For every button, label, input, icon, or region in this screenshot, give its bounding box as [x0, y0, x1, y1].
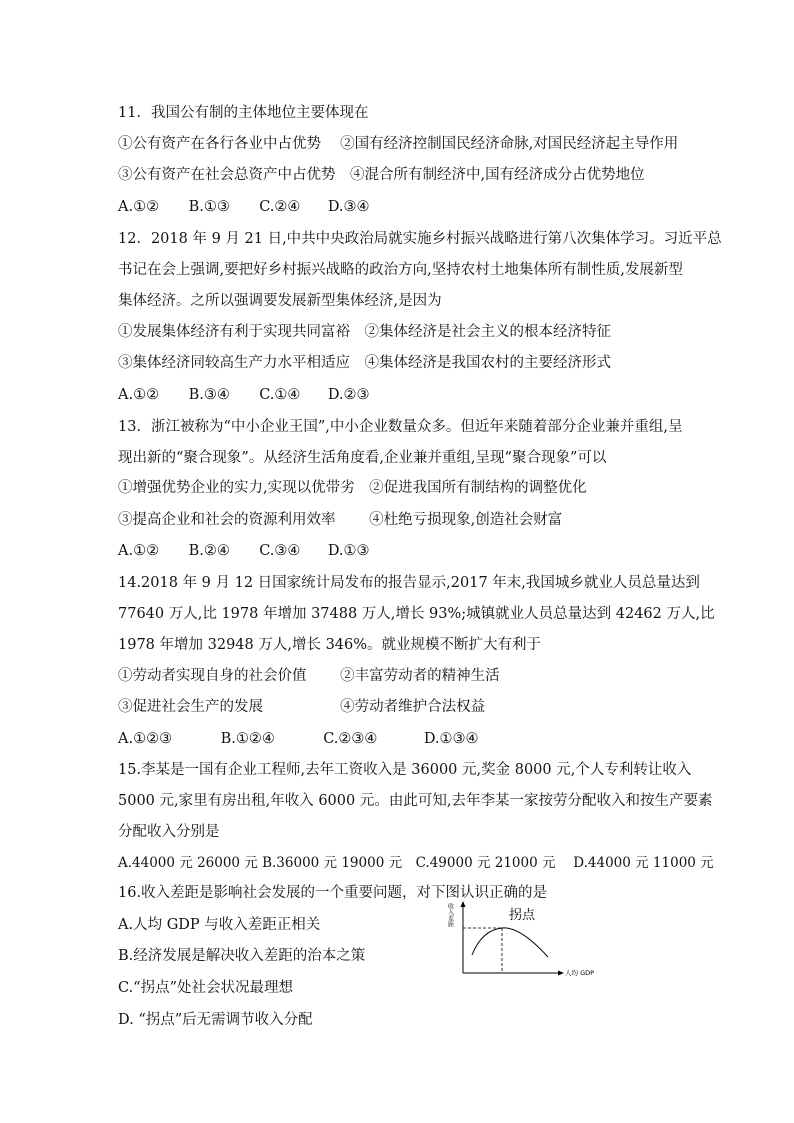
x-axis-arrow — [558, 971, 564, 976]
q15-stem-line-2: 5000 元,家里有房出租,年收入 6000 元。由此可知,去年李某一家按劳分配收入和按生产要素 — [118, 793, 713, 809]
x-axis-label: 人均 GDP — [565, 969, 595, 977]
q13-options — [118, 541, 370, 561]
q14-option-d[interactable]: D.①③④ — [423, 731, 479, 747]
q12-stem-line-1: 12．2018 年 9 月 21 日,中共中央政治局就实施乡村振兴战略进行第八次集体学习。习近平总 — [118, 231, 722, 247]
q14-option-b[interactable]: B.①②④ — [220, 731, 275, 747]
q16-option-a[interactable]: A.人均 GDP 与收入差距正相关 — [118, 917, 321, 933]
q16-option-c[interactable]: C.“拐点”处社会状况最理想 — [118, 980, 294, 996]
q14-stem-line-1: 14.2018 年 9 月 12 日国家统计局发布的报告显示,2017 年末,我国城乡就业人员总量达到 — [118, 575, 700, 591]
q16-option-b[interactable]: B.经济发展是解决收入差距的治本之策 — [118, 948, 366, 964]
q12-option-c[interactable]: C.①④ — [259, 387, 301, 403]
turning-point-label: 拐点 — [509, 908, 536, 923]
q13-option-c[interactable]: C.③④ — [259, 543, 301, 559]
q11-option-b[interactable]: B.①③ — [188, 199, 230, 215]
y-axis-label: 收入差距 — [446, 903, 454, 927]
q14-option-a[interactable]: A.①②③ — [118, 731, 173, 747]
q11-option-a[interactable]: A.①② — [118, 199, 160, 215]
q11-stem: 11．我国公有制的主体地位主要体现在 — [118, 105, 369, 121]
q14-stem-line-2: 77640 万人,比 1978 年增加 37488 万人,增长 93%;城镇就业人员总量达到 42462 万人,比 — [118, 606, 715, 622]
inverted-u-curve — [472, 928, 548, 957]
q11-options — [118, 197, 370, 217]
y-axis-arrow — [461, 901, 466, 907]
q13-statement-3-4: ③提高企业和社会的资源利用效率 ④杜绝亏损现象,创造社会财富 — [118, 512, 563, 528]
q14-option-c[interactable]: C.②③④ — [323, 731, 378, 747]
q12-option-b[interactable]: B.③④ — [188, 387, 230, 403]
q15-stem-line-1: 15.李某是一国有企业工程师,去年工资收入是 36000 元,奖金 8000 元,个人专利转让收入 — [118, 762, 692, 778]
q12-option-d[interactable]: D.②③ — [327, 387, 370, 403]
q13-option-b[interactable]: B.②④ — [188, 543, 230, 559]
q11-option-c[interactable]: C.②④ — [259, 199, 301, 215]
q14-statement-1-2: ①劳动者实现自身的社会价值 ②丰富劳动者的精神生活 — [118, 668, 500, 684]
q13-option-a[interactable]: A.①② — [118, 543, 160, 559]
q13-stem-line-2: 现出新的“聚合现象”。从经济生活角度看,企业兼并重组,呈现“聚合现象”可以 — [118, 450, 607, 466]
q15-options[interactable]: A.44000 元 26000 元 B.36000 元 19000 元 C.49000 元 21000 元 D.44000 元 11000 元 — [118, 855, 714, 871]
q12-stem-line-3: 集体经济。之所以强调要发展新型集体经济,是因为 — [118, 293, 442, 309]
q16-option-d[interactable]: D. “拐点”后无需调节收入分配 — [118, 1012, 313, 1028]
q12-statement-3-4: ③集体经济同较高生产力水平相适应 ④集体经济是我国农村的主要经济形式 — [118, 355, 611, 371]
q14-stem-line-3: 1978 年增加 32948 万人,增长 346%。就业规模不断扩大有利于 — [118, 637, 542, 653]
income-gap-chart — [430, 895, 610, 985]
q13-stem-line-1: 13．浙江被称为“中小企业王国”,中小企业数量众多。但近年来随着部分企业兼并重组,呈 — [118, 419, 683, 435]
q14-options — [118, 729, 479, 749]
q13-option-d[interactable]: D.①③ — [327, 543, 370, 559]
q11-statement-1-2: ①公有资产在各行各业中占优势 ②国有经济控制国民经济命脉,对国民经济起主导作用 — [118, 136, 679, 152]
q12-option-a[interactable]: A.①② — [118, 387, 160, 403]
q11-option-d[interactable]: D.③④ — [327, 199, 370, 215]
q11-statement-3-4: ③公有资产在社会总资产中占优势 ④混合所有制经济中,国有经济成分占优势地位 — [118, 167, 645, 183]
q13-statement-1-2: ①增强优势企业的实力,实现以优带劣 ②促进我国所有制结构的调整优化 — [118, 480, 587, 496]
q16-stem: 16.收入差距是影响社会发展的一个重要问题，对下图认识正确的是 — [118, 885, 548, 901]
q12-options — [118, 385, 370, 405]
q12-statement-1-2: ①发展集体经济有利于实现共同富裕 ②集体经济是社会主义的根本经济特征 — [118, 324, 611, 340]
q14-statement-3-4: ③促进社会生产的发展 ④劳动者维护合法权益 — [118, 699, 486, 715]
q12-stem-line-2: 书记在会上强调,要把好乡村振兴战略的政治方向,坚持农村土地集体所有制性质,发展新型 — [118, 262, 683, 278]
q15-stem-line-3: 分配收入分别是 — [118, 824, 220, 840]
